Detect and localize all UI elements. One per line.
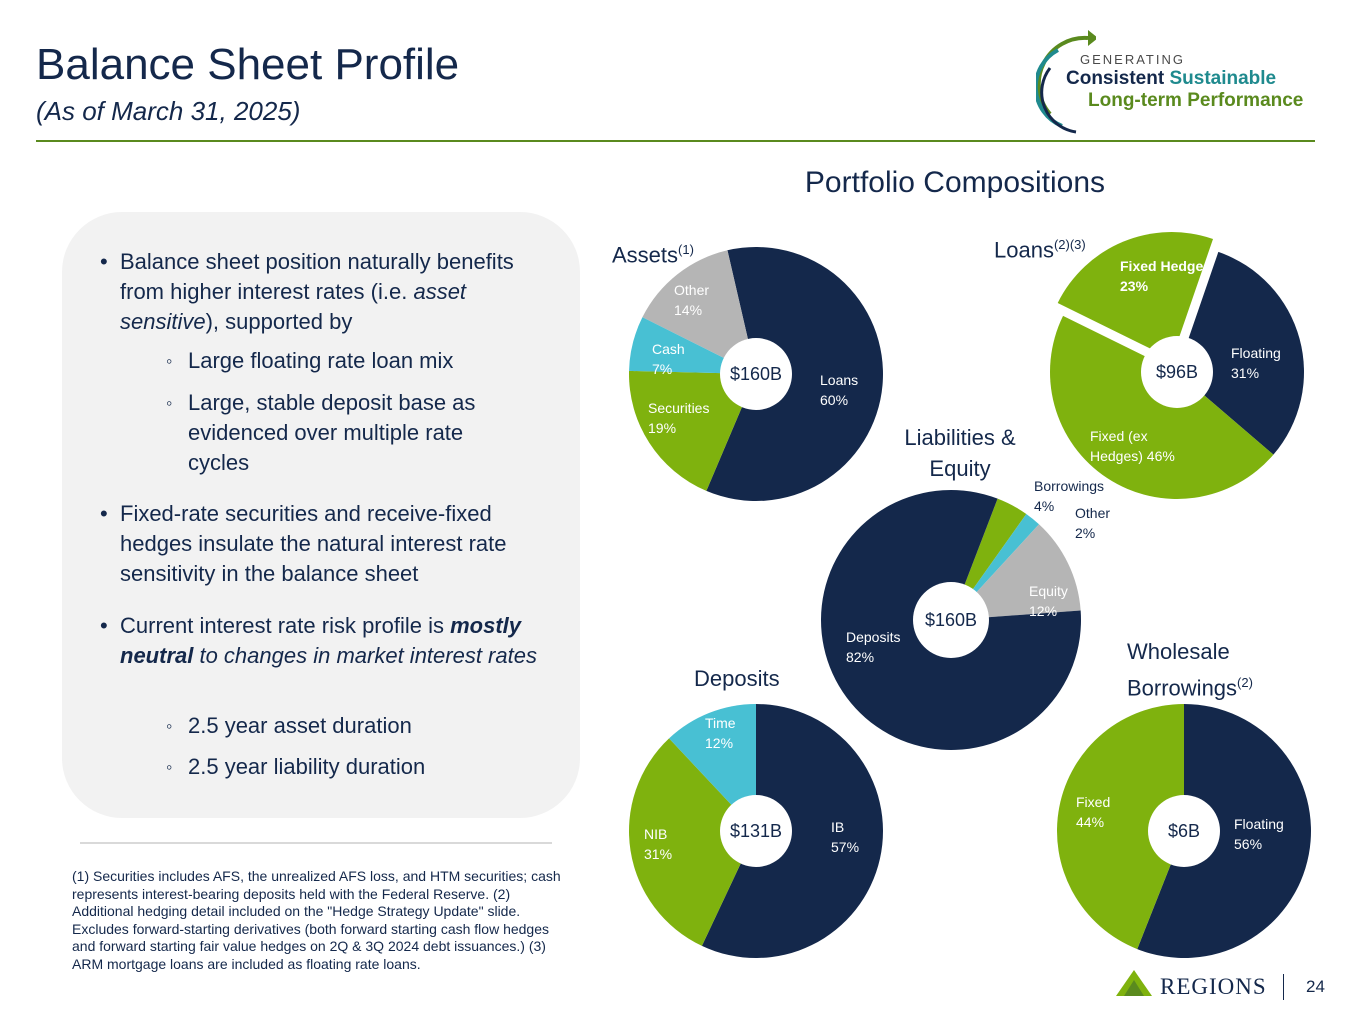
- page-subtitle: (As of March 31, 2025): [36, 96, 301, 126]
- slice-label: Borrowings 4%: [1034, 478, 1105, 514]
- bullet-asset-sensitive: • Balance sheet position naturally benefits from higher interest rates (i.e. asset sensitive), supported by: [120, 247, 560, 337]
- loans-title-note: (2)(3): [1053, 237, 1086, 252]
- sub-bullet-floating-mix: ◦ Large floating rate loan mix: [188, 346, 518, 376]
- pie-center-total: $6B: [1167, 821, 1201, 841]
- slice-label: Time 12%: [705, 715, 736, 751]
- slice-label: Fixed 44%: [1076, 794, 1111, 830]
- bullet-risk-profile: • Current interest rate risk profile is mostly neutral to changes in market interest rates: [120, 611, 560, 671]
- regions-logo: [1114, 968, 1274, 1000]
- slice-label: IB 57%: [831, 819, 860, 855]
- slice-label: Loans 60%: [820, 372, 859, 408]
- regions-wordmark: REGIONS: [1160, 974, 1267, 999]
- loans-title-text: Loans: [994, 237, 1054, 263]
- slice-label: Other 2%: [1075, 505, 1111, 541]
- logo-word-sustainable: Sustainable: [1169, 68, 1277, 89]
- page-number: 24: [1306, 977, 1325, 996]
- pie-center-total: $96B: [1155, 362, 1199, 382]
- footnotes: (1) Securities includes AFS, the unrealized AFS loss, and HTM securities; cash represents interest-bearing deposits held with the Federal Reserve. (2) Additional hedging detail included on the "Hedge Strategy Update" slide. Excludes forward-starting derivatives (both forward starting cash flow hedges and forward starting fair value hedges on 2Q & 3Q 2024 debt issuances.) (3) ARM mortgage loans are included as floating rate loans.: [72, 868, 561, 972]
- assets-title-note: (1): [678, 242, 694, 257]
- page-title: Balance Sheet Profile: [36, 40, 460, 89]
- brand-separator: [1283, 974, 1284, 1000]
- pie-center-total: $160B: [729, 364, 783, 384]
- slice-label: Fixed Hedges 23%: [1120, 258, 1212, 294]
- slice-label: Securities 19%: [648, 400, 710, 436]
- slice-label: Other 14%: [674, 282, 710, 318]
- slice-label: Fixed (ex Hedges) 46%: [1090, 428, 1175, 464]
- chart-section-title: Portfolio Compositions: [804, 166, 1106, 199]
- logo-line-2: Long-term Performance: [1088, 90, 1304, 111]
- assets-title-text: Assets: [612, 242, 679, 268]
- pie-center-total: $160B: [924, 610, 978, 630]
- regions-triangle-icon: [1114, 968, 1154, 1000]
- liabilities-chart-title: Liabilities & Equity: [904, 425, 1016, 481]
- logo-tagline: GENERATING: [1080, 52, 1185, 67]
- slice-label: Cash 7%: [652, 341, 685, 377]
- wholesale-title-note: (2): [1237, 675, 1253, 690]
- sub-bullet-liability-duration: ◦ 2.5 year liability duration: [188, 752, 518, 782]
- slice-label: Floating 31%: [1231, 345, 1281, 381]
- slice-label: Deposits 82%: [846, 629, 901, 665]
- deposits-chart-title: Deposits: [694, 666, 780, 691]
- sub-bullet-deposit-base: ◦ Large, stable deposit base as evidenced over multiple rate cycles: [188, 388, 518, 478]
- sub-bullet-asset-duration: ◦ 2.5 year asset duration: [188, 711, 518, 741]
- slice-label: Floating 56%: [1234, 816, 1284, 852]
- pie-center-total: $131B: [729, 821, 783, 841]
- bullet-fixed-rate-hedges: • Fixed-rate securities and receive-fixed hedges insulate the natural interest rate sensitivity in the balance sheet: [120, 499, 560, 589]
- slice-label: Equity 12%: [1029, 583, 1068, 619]
- logo-word-consistent: Consistent: [1066, 68, 1165, 89]
- wholesale-title-text: Wholesale Borrowings: [1127, 639, 1238, 701]
- slice-label: NIB 31%: [644, 826, 673, 862]
